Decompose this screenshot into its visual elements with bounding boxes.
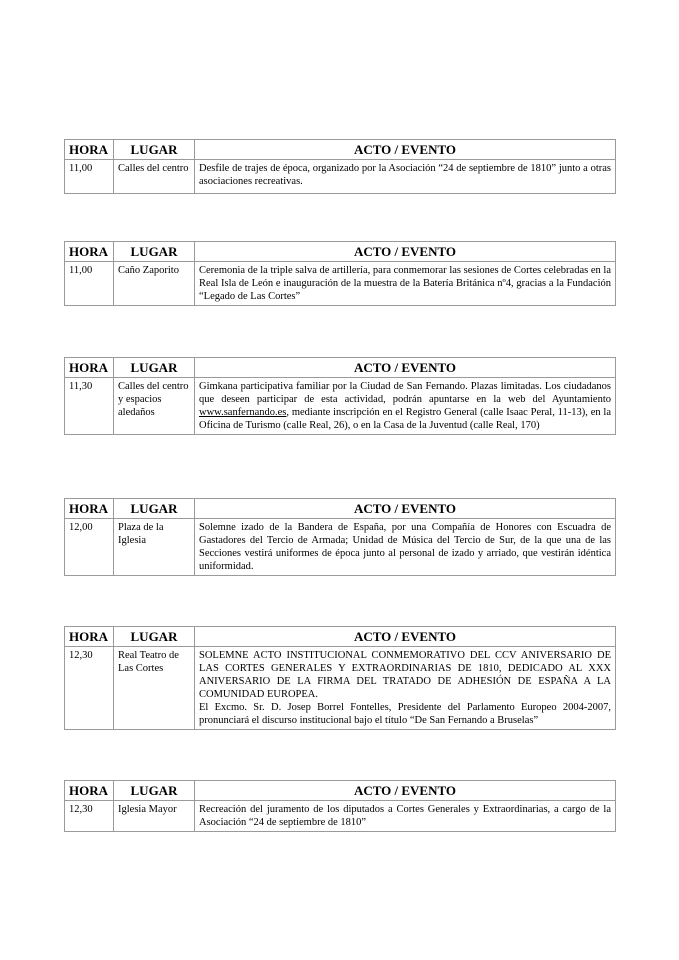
table-row [65, 262, 616, 306]
event-hora: 11,30 [65, 378, 114, 435]
header-acto: ACTO / EVENTO [195, 242, 616, 262]
acto-text-before: Gimkana participativa familiar por la Ciudad de San Fernando. Plazas limitadas. Los ciudadanos que deseen participar de esta actividad, podrán apuntarse en la web del Ayuntamiento [199, 381, 611, 405]
header-lugar: LUGAR [114, 140, 195, 160]
event-acto: Recreación del juramento de los diputados a Cortes Generales y Extraordinarias, a cargo de la Asociación “24 de septiembre de 1810” [195, 801, 616, 832]
table-header-row [65, 242, 616, 262]
header-acto: ACTO / EVENTO [195, 358, 616, 378]
header-acto: ACTO / EVENTO [195, 499, 616, 519]
table-row [65, 160, 616, 194]
header-lugar: LUGAR [114, 358, 195, 378]
header-lugar: LUGAR [114, 499, 195, 519]
event-lugar: Iglesia Mayor [114, 801, 195, 832]
event-lugar: Plaza de la Iglesia [114, 519, 195, 576]
event-table-6 [64, 780, 616, 832]
acto-paragraph-1: SOLEMNE ACTO INSTITUCIONAL CONMEMORATIVO DEL CCV ANIVERSARIO DE LAS CORTES GENERALES Y EXTRAORDINARIAS DE 1810, DEDICADO AL XXX ANIVERSARIO DE LA FIRMA DEL TRATADO DE ADHESIÓN DE ESPAÑA A LA COMUNIDAD EUROPEA. [199, 650, 611, 700]
event-hora: 12,00 [65, 519, 114, 576]
table-row [65, 519, 616, 576]
event-hora: 12,30 [65, 647, 114, 730]
header-hora: HORA [65, 499, 114, 519]
event-table-3 [64, 357, 616, 435]
event-hora: 11,00 [65, 262, 114, 306]
event-table-2 [64, 241, 616, 306]
acto-paragraph-2: El Excmo. Sr. D. Josep Borrel Fontelles, Presidente del Parlamento Europeo 2004-2007, pronunciará el discurso institucional bajo el título “De San Fernando a Bruselas” [199, 702, 611, 726]
event-table-4 [64, 498, 616, 576]
event-hora: 12,30 [65, 801, 114, 832]
table-header-row [65, 499, 616, 519]
header-hora: HORA [65, 781, 114, 801]
sanfernando-link[interactable]: www.sanfernando.es [199, 407, 287, 418]
table-row [65, 378, 616, 435]
header-lugar: LUGAR [114, 242, 195, 262]
acto-text-after: , mediante inscripción en el Registro General (calle Isaac Peral, 11-13), en la Oficina de Turismo (calle Real, 26), o en la Casa de la Juventud (calle Real, 170) [199, 407, 611, 431]
event-hora: 11,00 [65, 160, 114, 194]
table-row [65, 647, 616, 730]
event-table-5 [64, 626, 616, 730]
header-hora: HORA [65, 358, 114, 378]
event-table-1 [64, 139, 616, 194]
header-acto: ACTO / EVENTO [195, 781, 616, 801]
event-acto: Desfile de trajes de época, organizado por la Asociación “24 de septiembre de 1810” junto a otras asociaciones recreativas. [195, 160, 616, 194]
header-acto: ACTO / EVENTO [195, 140, 616, 160]
table-header-row [65, 358, 616, 378]
event-lugar: Calles del centro y espacios aledaños [114, 378, 195, 435]
table-header-row [65, 140, 616, 160]
header-hora: HORA [65, 627, 114, 647]
table-header-row [65, 781, 616, 801]
header-lugar: LUGAR [114, 781, 195, 801]
event-acto: Solemne izado de la Bandera de España, por una Compañía de Honores con Escuadra de Gastadores del Tercio de Armada; Unidad de Música del Tercio de Sur, de la que una de las Secciones vestirá uniformes de época junto al personal de izado y arriado, que vestirán idéntica uniformidad. [195, 519, 616, 576]
event-lugar: Real Teatro de Las Cortes [114, 647, 195, 730]
table-row [65, 801, 616, 832]
event-lugar: Caño Zaporito [114, 262, 195, 306]
event-acto: Ceremonia de la triple salva de artillería, para conmemorar las sesiones de Cortes celebradas en la Real Isla de León e inauguración de la muestra de la Batería Británica nº4, gracias a la Fundación “Legado de Las Cortes” [195, 262, 616, 306]
header-lugar: LUGAR [114, 627, 195, 647]
header-hora: HORA [65, 140, 114, 160]
event-acto [195, 647, 616, 730]
header-acto: ACTO / EVENTO [195, 627, 616, 647]
event-lugar: Calles del centro [114, 160, 195, 194]
table-header-row [65, 627, 616, 647]
header-hora: HORA [65, 242, 114, 262]
event-acto [195, 378, 616, 435]
